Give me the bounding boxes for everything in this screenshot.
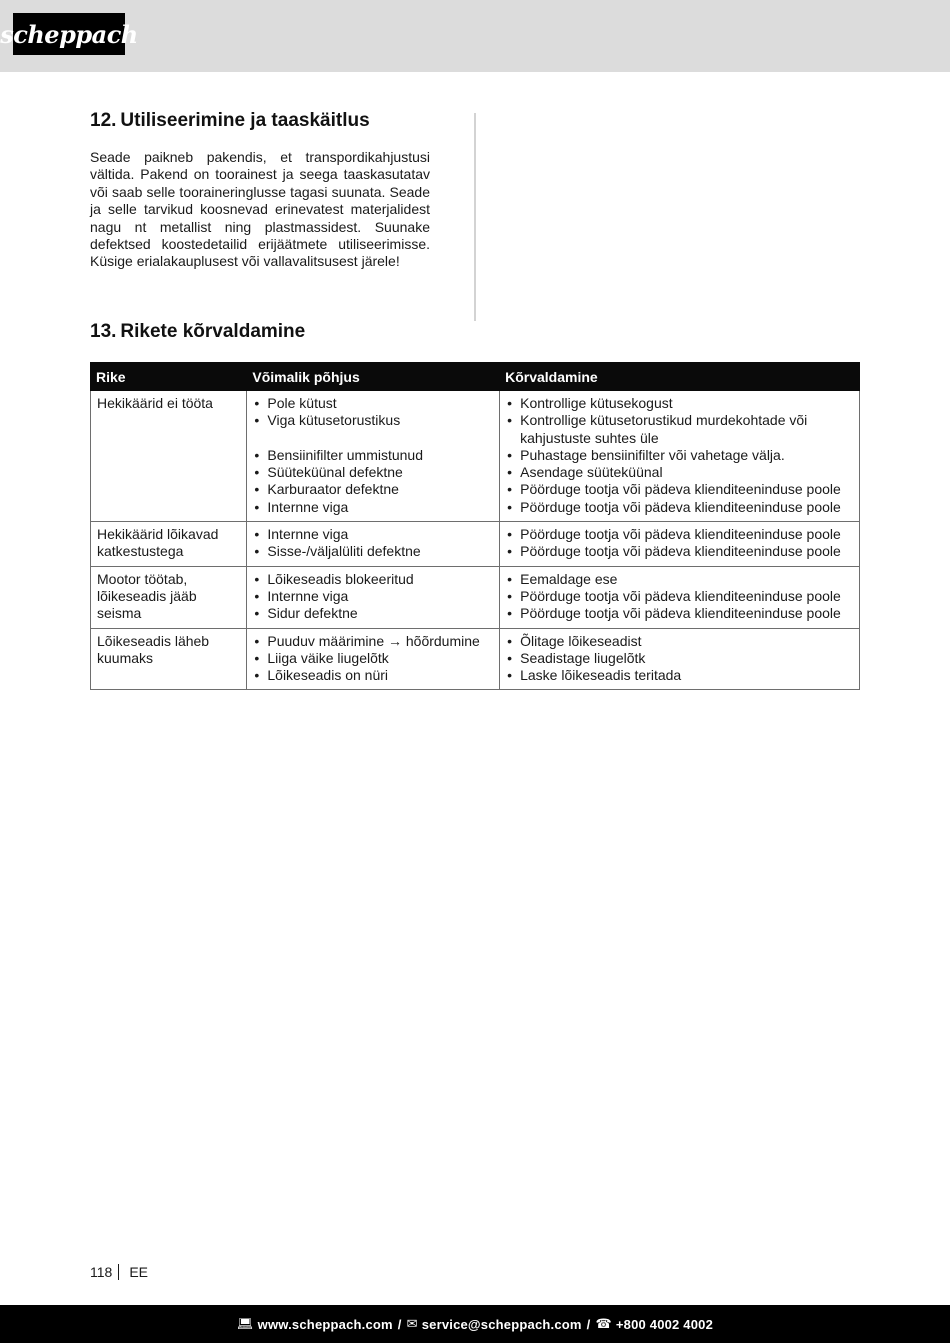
cause-item: • Sisse-/väljalüliti defektne [253,543,493,560]
separator: / [586,1316,591,1332]
scheppach-logo: scheppach [13,13,125,55]
cause-item [253,430,493,447]
remedy-list [506,526,853,561]
cause-item: • Sidur defektne [253,605,493,622]
top-header-bar [0,0,950,72]
laptop-icon: 💻︎ [236,1316,254,1331]
fault-cell: Mootor töötab, lõikeseadis jääb seisma [91,566,247,628]
cause-item: • Lõikeseadis on nüri [253,667,493,684]
fault-cell: Hekikäärid lõikavad katkestustega [91,522,247,567]
separator: / [397,1316,402,1332]
cause-item: • Pole kütust [253,395,493,412]
cause-item: • Internne viga [253,499,493,516]
cause-cell [247,522,500,567]
disposal-paragraph: Seade paikneb pakendis, et transpordikahjustusi vältida. Pakend on toorainest ja seega taaskasutatav või saab selle tooraineringlusse tagasi suunata. Seade ja selle tarvikud koosnevad erinevatest materjalidest nagu nt metallist ning plastmassidest. Suunake defektsed koostedetailid erijäätmete utiliseerimisse. Küsige erialakauplusest või vallavalitsusest järele! [90,149,430,270]
mail-icon: ✉︎ [406,1316,418,1331]
table-row [91,628,860,690]
remedy-item: • Seadistage liugelõtk [506,650,853,667]
table-header-row [91,363,860,391]
remedy-list [506,395,853,516]
cause-list [253,526,493,561]
remedy-item: • Asendage süüteküünal [506,464,853,481]
page-footer-meta [90,1264,148,1280]
remedy-item: • Pöörduge tootja või pädeva klienditeeninduse poole [506,499,853,516]
cause-list [253,395,493,516]
email-link[interactable]: service@scheppach.com [421,1316,582,1332]
section-13-number: 13. [90,321,117,342]
table-row [91,522,860,567]
remedy-item: • Eemaldage ese [506,571,853,588]
troubleshooting-table [90,362,860,690]
remedy-item: • Kontrollige kütusekogust [506,395,853,412]
cause-list [253,633,493,685]
section-12-heading [90,110,370,132]
section-13-title: Rikete kõrvaldamine [120,321,306,342]
cause-cell [247,566,500,628]
remedy-item: • Puhastage bensiinifilter või vahetage välja. [506,447,853,464]
fault-cell: Lõikeseadis läheb kuumaks [91,628,247,690]
remedy-item: • Õlitage lõikeseadist [506,633,853,650]
page-number: 118 [90,1264,113,1280]
cause-item: • Viga kütusetorustikus [253,412,493,429]
header-fault: Rike [91,363,247,391]
remedy-list [506,633,853,685]
fault-cell: Hekikäärid ei tööta [91,391,247,522]
table-row [91,391,860,522]
remedy-cell [500,566,860,628]
cause-cell [247,391,500,522]
remedy-item: • Pöörduge tootja või pädeva klienditeeninduse poole [506,605,853,622]
table-row [91,566,860,628]
cause-item: • Liiga väike liugelõtk [253,650,493,667]
section-12-number: 12. [90,110,117,131]
cause-cell [247,628,500,690]
remedy-item: • Kontrollige kütusetorustikud murdekohtade või kahjustuste suhtes üle [506,412,853,447]
section-12-title: Utiliseerimine ja taaskäitlus [120,110,370,131]
remedy-item: • Pöörduge tootja või pädeva klienditeeninduse poole [506,543,853,560]
cause-item: • Puuduv määrimine → hõõrdumine [253,633,493,650]
website-link[interactable]: www.scheppach.com [257,1316,393,1332]
header-cause: Võimalik põhjus [247,363,500,391]
cause-item: • Bensiinifilter ummistunud [253,447,493,464]
bottom-contact-bar [0,1305,950,1343]
remedy-list [506,571,853,623]
remedy-item: • Pöörduge tootja või pädeva klienditeeninduse poole [506,588,853,605]
remedy-cell [500,522,860,567]
remedy-item: • Laske lõikeseadis teritada [506,667,853,684]
column-divider [474,113,476,321]
cause-item: • Internne viga [253,588,493,605]
cause-item: • Süüteküünal defektne [253,464,493,481]
cause-item: • Karburaator defektne [253,481,493,498]
page-number-divider [118,1264,119,1280]
remedy-cell [500,391,860,522]
remedy-item: • Pöörduge tootja või pädeva klienditeeninduse poole [506,526,853,543]
phone-number: +800 4002 4002 [615,1316,714,1332]
language-code: EE [129,1264,149,1280]
section-13-heading [90,321,305,343]
cause-item: • Internne viga [253,526,493,543]
remedy-item: • Pöörduge tootja või pädeva klienditeeninduse poole [506,481,853,498]
remedy-cell [500,628,860,690]
header-remedy: Kõrvaldamine [500,363,860,391]
cause-item: • Lõikeseadis blokeeritud [253,571,493,588]
phone-icon: ☎︎ [595,1316,612,1331]
cause-list [253,571,493,623]
